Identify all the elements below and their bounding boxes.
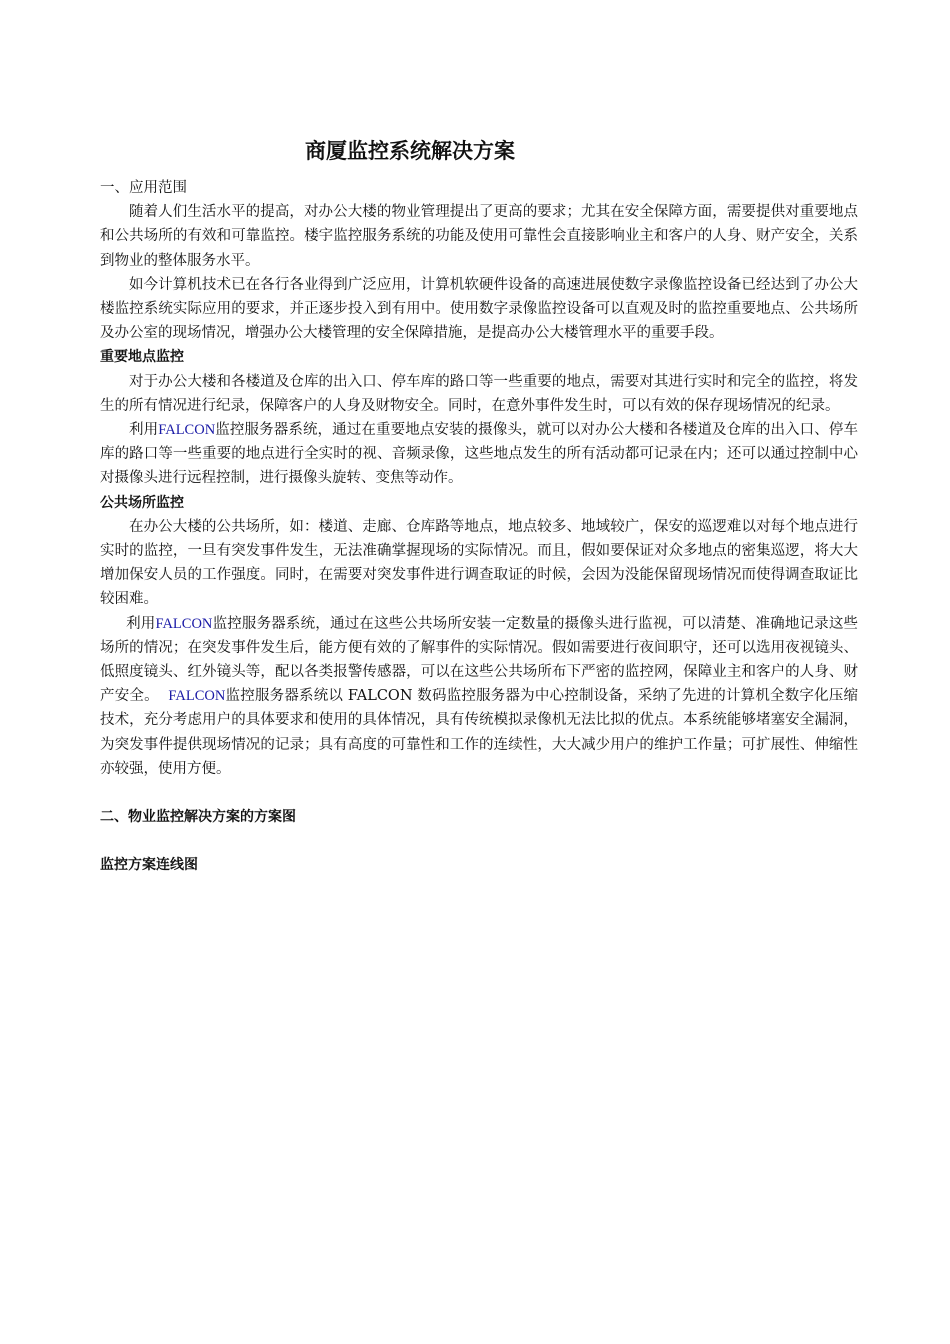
document-body: [100, 176, 858, 877]
page-title: 商厦监控系统解决方案: [305, 139, 515, 163]
paragraph-text: 监控服务器系统，通过在这些公共场所安装一定数量的摄像头进行监视，可以清楚、准确地记录这些场所的情况；在突发事件发生后，能方便有效的了解事件的实际情况。假如需要进行夜间职守，还可以选用夜视镜头、低照度镜头、红外镜头等，配以各类报警传感器，可以在这些公共场所布下严密的监控网，保障业主和客户的人身、财产安全。: [100, 615, 859, 705]
spacer: [100, 781, 858, 805]
subheading-important-locations: 重要地点监控: [100, 349, 184, 366]
section-heading-solution-diagram: 二、物业监控解决方案的方案图: [100, 809, 296, 826]
paragraph: [100, 612, 858, 781]
paragraph-text: 利用: [129, 422, 159, 439]
paragraph: 随着人们生活水平的提高，对办公大楼的物业管理提出了更高的要求；尤其在安全保障方面，需要提供对重要地点和公共场所的有效和可靠监控。楼宇监控服务系统的功能及使用可靠性会直接影响业主和客户的人身、财产安全，关系到物业的整体服务水平。: [100, 204, 858, 269]
paragraph-text: 利用: [126, 615, 156, 632]
brand-name: FALCON: [155, 615, 213, 632]
paragraph: 对于办公大楼和各楼道及仓库的出入口、停车库的路口等一些重要的地点，需要对其进行实时和完全的监控，将发生的所有情况进行纪录，保障客户的人身及财物安全。同时，在意外事件发生时，可以有效的保存现场情况的纪录。: [100, 373, 858, 414]
subheading-public-areas: 公共场所监控: [100, 494, 184, 511]
paragraph: [100, 418, 858, 491]
brand-name: FALCON: [158, 422, 216, 439]
paragraph: 如今计算机技术已在各行各业得到广泛应用，计算机软硬件设备的高速进展使数字录像监控设备已经达到了办公大楼监控系统实际应用的要求，并正逐步投入到有用中。使用数字录像监控设备可以直观及时的监控重要地点、公共场所及办公室的现场情况，增强办公大楼管理的安全保障措施，是提高办公大楼管理水平的重要手段。: [100, 276, 858, 342]
brand-name: FALCON: [168, 688, 226, 705]
subheading-wiring-diagram: 监控方案连线图: [100, 857, 198, 874]
paragraph: 在办公大楼的公共场所，如：楼道、走廊、仓库路等地点，地点较多、地域较广，保安的巡逻难以对每个地点进行实时的监控，一旦有突发事件发生，无法准确掌握现场的实际情况。而且，假如要保证对众多地点的密集巡逻，将大大增加保安人员的工作强度。同时，在需要对突发事件进行调查取证的时候，会因为没能保留现场情况而使得调查取证比较困难。: [100, 518, 858, 608]
paragraph-text: 监控服务器系统，通过在重要地点安装的摄像头，就可以对办公大楼和各楼道及仓库的出入口、停车库的路口等一些重要的地点进行全实时的视、音频录像，这些地点发生的所有活动都可记录在内；还可以通过控制中心对摄像头进行远程控制，进行摄像头旋转、变焦等动作。: [100, 422, 859, 487]
paragraph-text: 监控服务器系统以 FALCON 数码监控服务器为中心控制设备，采纳了先进的计算机全数字化压缩技术，充分考虑用户的具体要求和使用的具体情况，具有传统模拟录像机无法比拟的优点。本系统能够堵塞安全漏洞，为突发事件提供现场情况的记录；具有高度的可靠性和工作的连续性，大大减少用户的维护工作量；可扩展性、伸缩性亦较强，使用方便。: [100, 688, 859, 777]
spacer: [100, 829, 858, 853]
section-heading-scope: 一、应用范围: [100, 180, 187, 196]
